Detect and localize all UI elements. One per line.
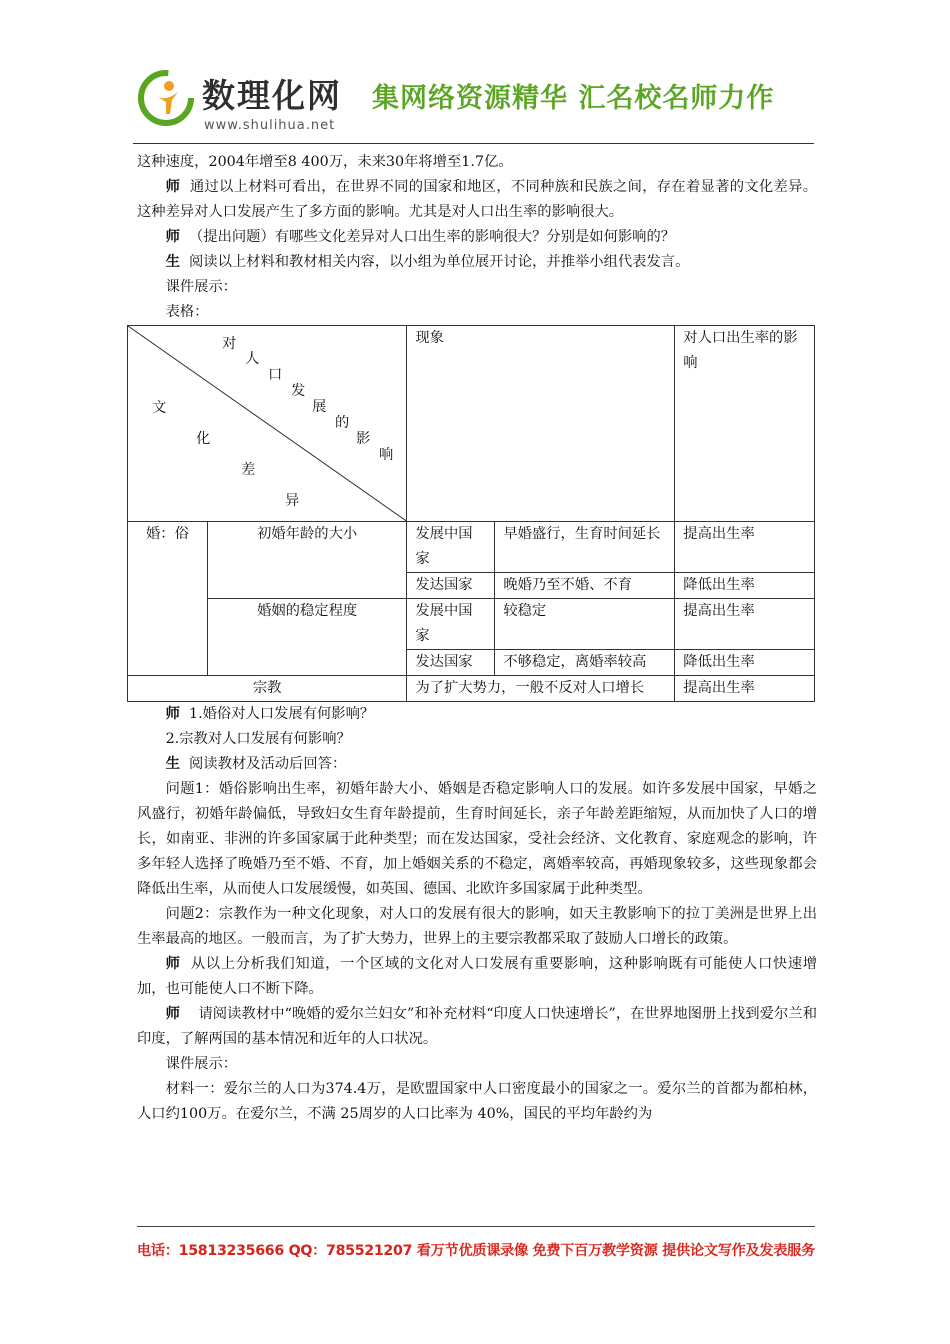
diag-char: 化 bbox=[196, 431, 211, 447]
paragraph bbox=[137, 952, 817, 1002]
header-phenomenon: 现象 bbox=[407, 326, 675, 522]
phenomenon-cell: 早婚盛行，生育时间延长 bbox=[495, 522, 675, 573]
paragraph: 2.宗教对人口发展有何影响？ bbox=[165, 731, 351, 747]
paragraph-text: 请阅读教材中“晚婚的爱尔兰妇女”和补充材料“印度人口快速增长”，在世界地图册上找到爱尔兰和印度，了解两国的基本情况和近年的人口状况。 bbox=[137, 1006, 817, 1047]
header-effect: 对人口出生率的影响 bbox=[675, 326, 815, 522]
country-developed: 发达国家 bbox=[407, 573, 495, 599]
speaker-label: 师 bbox=[165, 1006, 180, 1022]
diag-char: 影 bbox=[356, 431, 371, 447]
logo-icon bbox=[136, 68, 196, 128]
paragraph: 问题1：婚俗影响出生率，初婚年龄大小、婚姻是否稳定影响人口的发展。如许多发展中国家，早婚之风盛行，初婚年龄偏低，导致妇女生育年龄提前，生育时间延长，亲子年龄差距缩短，从而加快了人口的增长，如南亚、非洲的许多国家属于此种类型；而在发达国家，受社会经济、文化教育、家庭观念的影响，许多年轻人选择了晚婚乃至不婚、不育，加上婚姻关系的不稳定，离婚率较高，再婚现象较多，这些现象都会降低出生率，从而使人口发展缓慢，如英国、德国、北欧许多国家属于此种类型。 bbox=[137, 781, 817, 897]
paragraph bbox=[137, 752, 817, 777]
effect-cell: 降低出生率 bbox=[675, 650, 815, 676]
paragraph-text: 通过以上材料可看出，在世界不同的国家和地区，不同种族和民族之间，存在着显著的文化差异。这种差异对人口发展产生了多方面的影响。尤其是对人口出生率的影响很大。 bbox=[137, 179, 818, 220]
speaker-label: 师 bbox=[165, 706, 180, 722]
paragraph: 表格： bbox=[165, 304, 209, 320]
paragraph: 材料一：爱尔兰的人口为374.4万，是欧盟国家中人口密度最小的国家之一。爱尔兰的首都为都柏林，人口约100万。在爱尔兰，不满 25周岁的人口比率为 40%，国民的平均年龄约为 bbox=[137, 1081, 817, 1122]
country-developing: 发展中国家 bbox=[407, 522, 495, 573]
phenomenon-cell: 晚婚乃至不婚、不育 bbox=[495, 573, 675, 599]
row-marriage-age: 初婚年龄的大小 bbox=[207, 522, 407, 599]
speaker-label: 师 bbox=[165, 956, 181, 972]
diag-char: 异 bbox=[285, 493, 300, 509]
diag-char: 文 bbox=[152, 400, 167, 416]
paragraph: 课件展示： bbox=[165, 1056, 238, 1072]
diag-char: 对 bbox=[222, 336, 237, 352]
speaker-label: 师 bbox=[165, 229, 180, 245]
effect-cell: 提高出生率 bbox=[675, 676, 815, 702]
speaker-label: 师 bbox=[165, 179, 181, 195]
row-religion: 宗教 bbox=[128, 676, 407, 702]
paragraph-text: 1.婚俗对人口发展有何影响？ bbox=[188, 706, 375, 722]
row-marriage-stability: 婚姻的稳定程度 bbox=[207, 599, 407, 676]
diag-char: 发 bbox=[291, 383, 306, 399]
speaker-label: 生 bbox=[165, 756, 180, 772]
paragraph-text: 阅读以上材料和教材相关内容，以小组为单位展开讨论，并推举小组代表发言。 bbox=[188, 254, 690, 270]
diag-char: 响 bbox=[379, 447, 394, 463]
effect-cell: 提高出生率 bbox=[675, 599, 815, 650]
group-marriage-custom: 婚：俗 bbox=[128, 522, 208, 676]
document-body bbox=[137, 150, 817, 1127]
culture-table bbox=[127, 325, 815, 702]
paragraph-text: （提出问题）有哪些文化差异对人口出生率的影响很大？分别是如何影响的？ bbox=[188, 229, 676, 245]
diagonal-line bbox=[128, 326, 406, 521]
header-rule bbox=[133, 143, 814, 144]
paragraph bbox=[137, 702, 817, 727]
paragraph: 这种速度，2004年增至8 400万，未来30年将增至1.7亿。 bbox=[137, 154, 513, 170]
brand-name: 数理化网 bbox=[202, 76, 342, 115]
diag-char: 的 bbox=[335, 415, 350, 431]
brand-url[interactable]: www.shulihua.net bbox=[204, 118, 336, 133]
paragraph-text: 阅读教材及活动后回答： bbox=[188, 756, 347, 772]
paragraph bbox=[137, 1002, 817, 1052]
speaker-label: 生 bbox=[165, 254, 180, 270]
footer-rule bbox=[137, 1226, 815, 1227]
phenomenon-cell: 为了扩大势力，一般不反对人口增长 bbox=[407, 676, 675, 702]
site-header bbox=[130, 62, 820, 142]
diag-char: 人 bbox=[245, 351, 260, 367]
diag-char: 口 bbox=[268, 367, 283, 383]
effect-cell: 降低出生率 bbox=[675, 573, 815, 599]
paragraph-text: 从以上分析我们知道，一个区域的文化对人口发展有重要影响，这种影响既有可能使人口快速增加，也可能使人口不断下降。 bbox=[137, 956, 818, 997]
slogan: 集网络资源精华 汇名校名师力作 bbox=[372, 83, 775, 114]
diagonal-header-cell bbox=[128, 326, 407, 522]
paragraph: 课件展示： bbox=[165, 279, 238, 295]
effect-cell: 提高出生率 bbox=[675, 522, 815, 573]
paragraph bbox=[137, 250, 817, 275]
phenomenon-cell: 较稳定 bbox=[495, 599, 675, 650]
footer-contact: 电话：15813235666 QQ：785521207 看万节优质课录像 免费下百万教学资源 提供论文写作及发表服务 bbox=[137, 1243, 815, 1259]
phenomenon-cell: 不够稳定，离婚率较高 bbox=[495, 650, 675, 676]
diag-char: 差 bbox=[241, 462, 256, 478]
paragraph bbox=[137, 175, 817, 225]
country-developing: 发展中国家 bbox=[407, 599, 495, 650]
diag-char: 展 bbox=[312, 399, 327, 415]
country-developed: 发达国家 bbox=[407, 650, 495, 676]
paragraph bbox=[137, 225, 817, 250]
paragraph: 问题2：宗教作为一种文化现象，对人口的发展有很大的影响，如天主教影响下的拉丁美洲是世界上出生率最高的地区。一般而言，为了扩大势力，世界上的主要宗教都采取了鼓励人口增长的政策。 bbox=[137, 906, 817, 947]
